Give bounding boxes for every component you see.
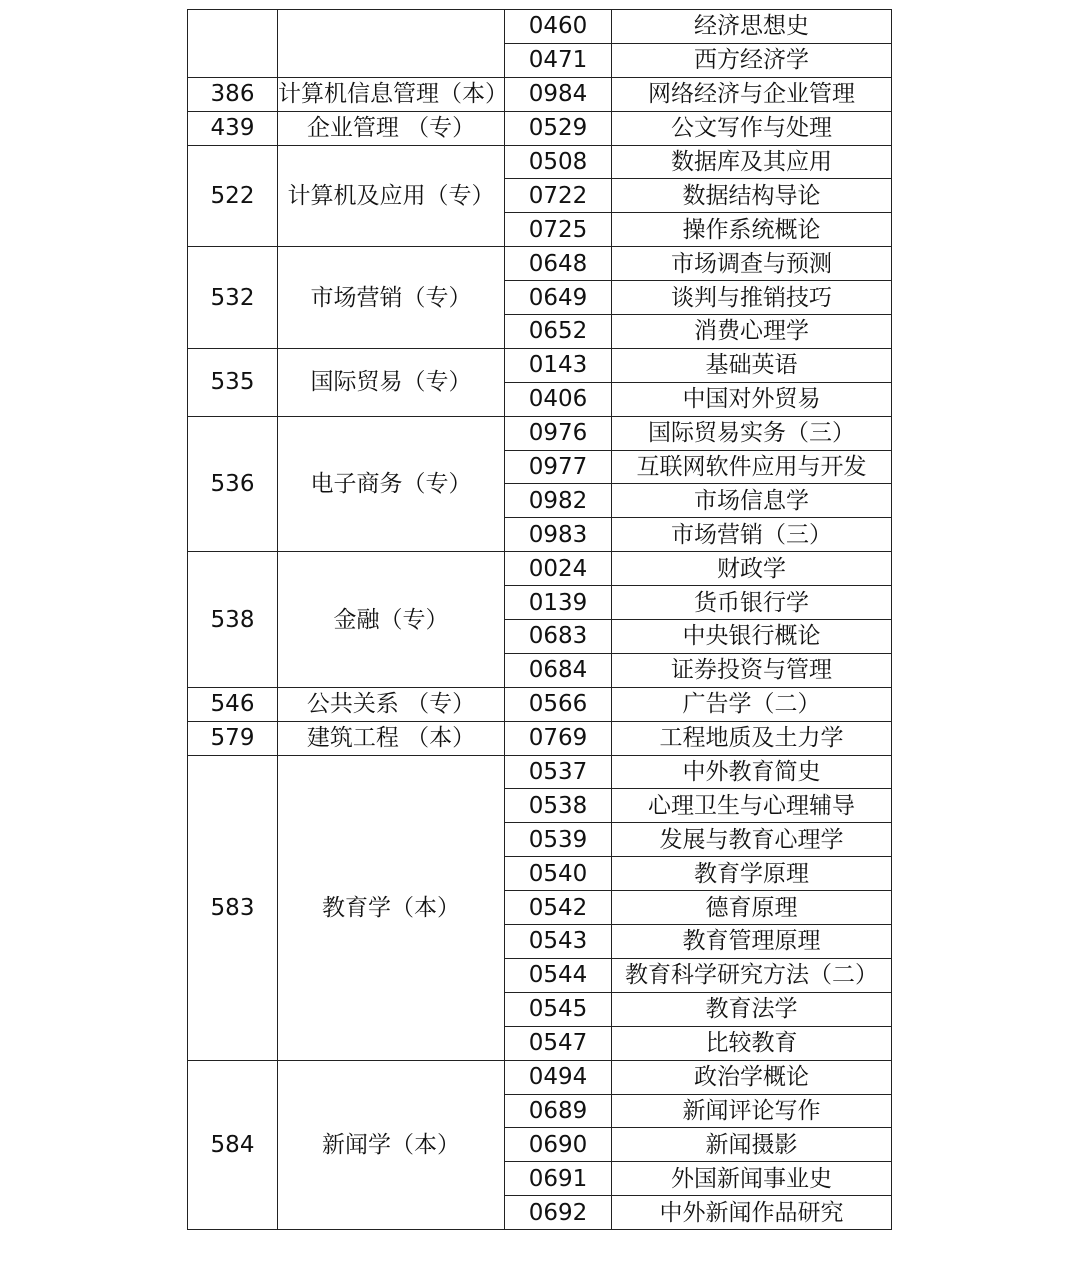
table-row — [188, 755, 892, 789]
course-name-cell: 教育管理原理 — [612, 925, 892, 959]
course-code-cell: 0692 — [505, 1196, 612, 1230]
course-name-cell: 网络经济与企业管理 — [612, 77, 892, 111]
major-code-cell: 584 — [188, 1060, 278, 1229]
table-row — [188, 721, 892, 755]
major-code-cell: 535 — [188, 348, 278, 416]
course-name-cell: 西方经济学 — [612, 43, 892, 77]
course-name-cell: 基础英语 — [612, 348, 892, 382]
course-name-cell: 中央银行概论 — [612, 620, 892, 654]
course-code-cell: 0537 — [505, 755, 612, 789]
course-name-cell: 互联网软件应用与开发 — [612, 450, 892, 484]
course-code-cell: 0529 — [505, 111, 612, 145]
course-code-cell: 0139 — [505, 586, 612, 620]
course-code-cell: 0652 — [505, 315, 612, 349]
course-name-cell: 德育原理 — [612, 891, 892, 925]
table-row — [188, 552, 892, 586]
major-code-cell: 538 — [188, 552, 278, 688]
major-name-cell: 国际贸易（专） — [278, 348, 505, 416]
course-name-cell: 教育科学研究方法（二） — [612, 958, 892, 992]
course-code-cell: 0769 — [505, 721, 612, 755]
major-code-cell: 522 — [188, 145, 278, 247]
table-row — [188, 348, 892, 382]
table-row — [188, 1060, 892, 1094]
course-code-cell: 0460 — [505, 10, 612, 44]
course-name-cell: 中外新闻作品研究 — [612, 1196, 892, 1230]
course-code-cell: 0494 — [505, 1060, 612, 1094]
course-name-cell: 数据结构导论 — [612, 179, 892, 213]
course-name-cell: 政治学概论 — [612, 1060, 892, 1094]
course-name-cell: 中外教育简史 — [612, 755, 892, 789]
course-name-cell: 发展与教育心理学 — [612, 823, 892, 857]
major-name-cell: 建筑工程 （本） — [278, 721, 505, 755]
course-code-cell: 0543 — [505, 925, 612, 959]
course-code-cell: 0691 — [505, 1162, 612, 1196]
table-row — [188, 145, 892, 179]
course-name-cell: 公文写作与处理 — [612, 111, 892, 145]
major-name-cell: 金融（专） — [278, 552, 505, 688]
course-code-cell: 0648 — [505, 247, 612, 281]
course-code-cell: 0542 — [505, 891, 612, 925]
table-row — [188, 687, 892, 721]
course-code-cell: 0689 — [505, 1094, 612, 1128]
major-name-cell: 计算机及应用（专） — [278, 145, 505, 247]
major-code-cell: 536 — [188, 416, 278, 552]
major-name-cell — [278, 10, 505, 78]
course-name-cell: 市场调查与预测 — [612, 247, 892, 281]
table-row — [188, 247, 892, 281]
course-code-cell: 0649 — [505, 281, 612, 315]
course-code-cell: 0725 — [505, 213, 612, 247]
course-name-cell: 教育法学 — [612, 992, 892, 1026]
major-name-cell: 电子商务（专） — [278, 416, 505, 552]
course-name-cell: 心理卫生与心理辅导 — [612, 789, 892, 823]
course-code-cell: 0539 — [505, 823, 612, 857]
course-code-cell: 0983 — [505, 518, 612, 552]
course-name-cell: 证券投资与管理 — [612, 653, 892, 687]
course-code-cell: 0544 — [505, 958, 612, 992]
course-code-cell: 0982 — [505, 484, 612, 518]
table-row — [188, 77, 892, 111]
major-name-cell: 企业管理 （专） — [278, 111, 505, 145]
course-name-cell: 货币银行学 — [612, 586, 892, 620]
major-name-cell: 计算机信息管理（本） — [278, 77, 505, 111]
course-code-cell: 0406 — [505, 382, 612, 416]
course-name-cell: 工程地质及土力学 — [612, 721, 892, 755]
course-code-cell: 0545 — [505, 992, 612, 1026]
table-row — [188, 111, 892, 145]
major-code-cell: 386 — [188, 77, 278, 111]
course-name-cell: 广告学（二） — [612, 687, 892, 721]
major-name-cell: 新闻学（本） — [278, 1060, 505, 1229]
major-code-cell: 579 — [188, 721, 278, 755]
course-code-cell: 0722 — [505, 179, 612, 213]
course-code-cell: 0683 — [505, 620, 612, 654]
course-code-cell: 0690 — [505, 1128, 612, 1162]
course-code-cell: 0684 — [505, 653, 612, 687]
course-code-cell: 0143 — [505, 348, 612, 382]
course-name-cell: 市场营销（三） — [612, 518, 892, 552]
course-table — [187, 9, 892, 1230]
course-code-cell: 0471 — [505, 43, 612, 77]
course-code-cell: 0976 — [505, 416, 612, 450]
course-name-cell: 国际贸易实务（三） — [612, 416, 892, 450]
major-code-cell: 439 — [188, 111, 278, 145]
major-code-cell: 532 — [188, 247, 278, 349]
course-name-cell: 市场信息学 — [612, 484, 892, 518]
course-code-cell: 0977 — [505, 450, 612, 484]
course-table-body — [188, 10, 892, 1230]
course-name-cell: 教育学原理 — [612, 857, 892, 891]
course-name-cell: 中国对外贸易 — [612, 382, 892, 416]
course-name-cell: 操作系统概论 — [612, 213, 892, 247]
course-name-cell: 外国新闻事业史 — [612, 1162, 892, 1196]
major-name-cell: 市场营销（专） — [278, 247, 505, 349]
course-name-cell: 经济思想史 — [612, 10, 892, 44]
course-name-cell: 新闻摄影 — [612, 1128, 892, 1162]
course-table-sheet — [187, 9, 892, 1230]
course-name-cell: 比较教育 — [612, 1026, 892, 1060]
course-code-cell: 0508 — [505, 145, 612, 179]
course-code-cell: 0540 — [505, 857, 612, 891]
major-name-cell: 公共关系 （专） — [278, 687, 505, 721]
course-code-cell: 0547 — [505, 1026, 612, 1060]
table-row — [188, 10, 892, 44]
course-name-cell: 消费心理学 — [612, 315, 892, 349]
major-code-cell: 546 — [188, 687, 278, 721]
course-name-cell: 谈判与推销技巧 — [612, 281, 892, 315]
major-code-cell — [188, 10, 278, 78]
major-code-cell: 583 — [188, 755, 278, 1060]
table-row — [188, 416, 892, 450]
course-code-cell: 0984 — [505, 77, 612, 111]
major-name-cell: 教育学（本） — [278, 755, 505, 1060]
course-name-cell: 新闻评论写作 — [612, 1094, 892, 1128]
course-name-cell: 数据库及其应用 — [612, 145, 892, 179]
course-code-cell: 0538 — [505, 789, 612, 823]
course-name-cell: 财政学 — [612, 552, 892, 586]
course-code-cell: 0566 — [505, 687, 612, 721]
course-code-cell: 0024 — [505, 552, 612, 586]
